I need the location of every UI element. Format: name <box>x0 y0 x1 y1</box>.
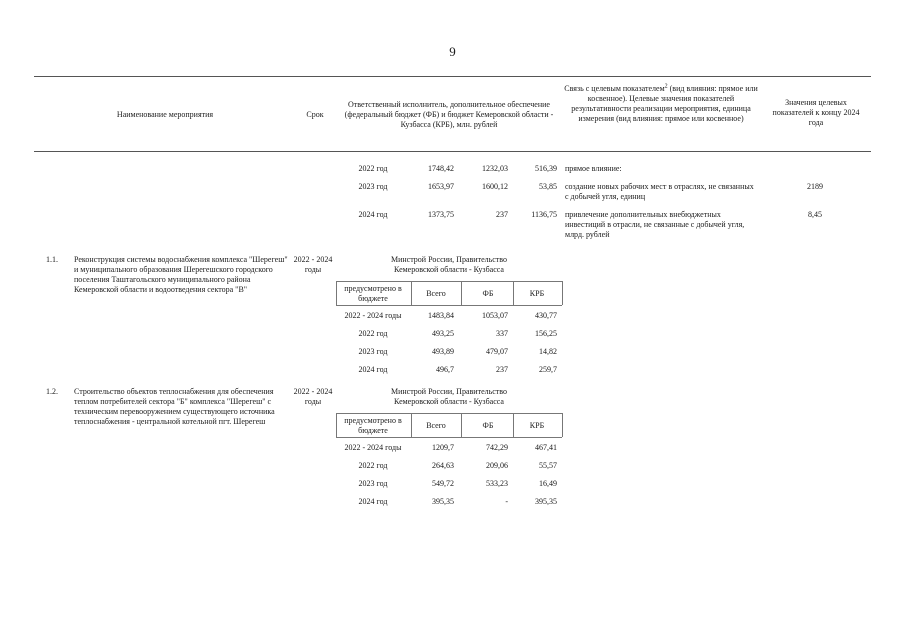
row-fb: 742,29 <box>486 443 508 452</box>
header-values: Значения целевых показателей к концу 2024 года <box>772 98 860 127</box>
cont-total: 1653,97 <box>428 182 454 191</box>
mini-table-col-rule <box>562 281 563 305</box>
row-year: 2022 - 2024 годы <box>344 443 402 452</box>
col-total: Всего <box>426 289 446 298</box>
cont-year: 2024 год <box>358 210 388 219</box>
row-total: 1483,84 <box>428 311 454 320</box>
row-total: 264,63 <box>432 461 454 470</box>
row-year: 2023 год <box>358 347 388 356</box>
section-name: Реконструкция системы водоснабжения комплекса "Шерегеш" и муниципального образования Шерегешского городского поселения Таштагольского муниципального района Кемеровской области и водоотведения сектора "В" <box>74 255 288 294</box>
mini-table-col-rule <box>513 413 514 437</box>
header-link-text: Связь с целевым показателем <box>564 84 665 93</box>
mini-table-col-rule <box>461 281 462 305</box>
col-total: Всего <box>426 421 446 430</box>
section-number: 1.1. <box>46 255 58 264</box>
footnote-mark: 2 <box>664 83 668 90</box>
row-fb: 209,06 <box>486 461 508 470</box>
mini-table-top-rule <box>336 281 562 282</box>
mini-table-bottom-rule <box>336 305 562 306</box>
mini-table-col-rule <box>336 413 337 437</box>
row-year: 2023 год <box>358 479 388 488</box>
row-year: 2022 год <box>358 461 388 470</box>
row-total: 496,7 <box>436 365 454 374</box>
row-total: 1209,7 <box>432 443 454 452</box>
row-total: 493,89 <box>432 347 454 356</box>
cont-total: 1373,75 <box>428 210 454 219</box>
row-fb: 479,07 <box>486 347 508 356</box>
mini-table-col-rule <box>562 413 563 437</box>
row-fb: - <box>505 497 508 506</box>
header-link-rest: (вид влияния: прямое или косвенное). Целевые значения показателей результативности реализации мероприятия, единица измерения (вид влияния: прямое или косвенное) <box>571 84 758 123</box>
row-krb: 156,25 <box>535 329 557 338</box>
row-year: 2022 год <box>358 329 388 338</box>
row-year: 2022 - 2024 годы <box>344 311 402 320</box>
section-executor: Минстрой России, Правительство Кемеровской области - Кузбасса <box>390 255 508 274</box>
header-bottom-rule <box>34 151 871 152</box>
row-krb: 430,77 <box>535 311 557 320</box>
section-term: 2022 - 2024 годы <box>293 255 333 274</box>
cont-fb: 1600,12 <box>482 182 508 191</box>
row-total: 395,35 <box>432 497 454 506</box>
header-top-rule <box>34 76 871 77</box>
row-krb: 467,41 <box>535 443 557 452</box>
mini-table-col-rule <box>461 413 462 437</box>
col-fb: ФБ <box>482 289 494 298</box>
col-planned: предусмотрено в бюджете <box>344 416 402 435</box>
mini-table-col-rule <box>513 281 514 305</box>
section-number: 1.2. <box>46 387 58 396</box>
cont-value: 2189 <box>807 182 823 191</box>
col-krb: КРБ <box>529 421 545 430</box>
section-term: 2022 - 2024 годы <box>293 387 333 406</box>
row-total: 549,72 <box>432 479 454 488</box>
mini-table-col-rule <box>411 281 412 305</box>
row-krb: 16,49 <box>539 479 557 488</box>
row-krb: 395,35 <box>535 497 557 506</box>
cont-fb: 237 <box>496 210 508 219</box>
header-term: Срок <box>306 110 324 119</box>
header-executor: Ответственный исполнитель, дополнительное обеспечение (федеральный бюджет (ФБ) и бюджет Кемеровской области - Кузбасса (КРБ), млн. рублей <box>344 100 554 129</box>
cont-krb: 1136,75 <box>531 210 557 219</box>
mini-table-col-rule <box>336 281 337 305</box>
cont-krb: 516,39 <box>535 164 557 173</box>
cont-link: создание новых рабочих мест в отраслях, не связанных с добычей угля, единиц <box>565 182 754 201</box>
cont-year: 2023 год <box>358 182 388 191</box>
col-planned: предусмотрено в бюджете <box>344 284 402 303</box>
header-name: Наименование мероприятия <box>116 110 214 119</box>
row-year: 2024 год <box>358 497 388 506</box>
cont-year: 2022 год <box>358 164 388 173</box>
col-krb: КРБ <box>529 289 545 298</box>
row-total: 493,25 <box>432 329 454 338</box>
mini-table-col-rule <box>411 413 412 437</box>
cont-link: прямое влияние: <box>565 164 622 173</box>
cont-fb: 1232,03 <box>482 164 508 173</box>
section-name: Строительство объектов теплоснабжения для обеспечения теплом потребителей сектора "Б" комплекса "Шерегеш" с техническим перевооружением существующего источника теплоснабжения - центральной котельной пгт. Шерегеш <box>74 387 275 426</box>
cont-krb: 53,85 <box>539 182 557 191</box>
cont-link: привлечение дополнительных внебюджетных инвестиций в отрасли, не связанные с добычей угля, млрд. рублей <box>565 210 745 239</box>
row-krb: 14,82 <box>539 347 557 356</box>
row-fb: 1053,07 <box>482 311 508 320</box>
row-krb: 259,7 <box>539 365 557 374</box>
cont-total: 1748,42 <box>428 164 454 173</box>
section-executor: Минстрой России, Правительство Кемеровской области - Кузбасса <box>390 387 508 406</box>
row-fb: 337 <box>496 329 508 338</box>
header-link <box>563 84 759 124</box>
mini-table-top-rule <box>336 413 562 414</box>
row-fb: 237 <box>496 365 508 374</box>
mini-table-bottom-rule <box>336 437 562 438</box>
cont-value: 8,45 <box>808 210 822 219</box>
page-number: 9 <box>449 44 456 59</box>
col-fb: ФБ <box>482 421 494 430</box>
row-year: 2024 год <box>358 365 388 374</box>
row-krb: 55,57 <box>539 461 557 470</box>
row-fb: 533,23 <box>486 479 508 488</box>
